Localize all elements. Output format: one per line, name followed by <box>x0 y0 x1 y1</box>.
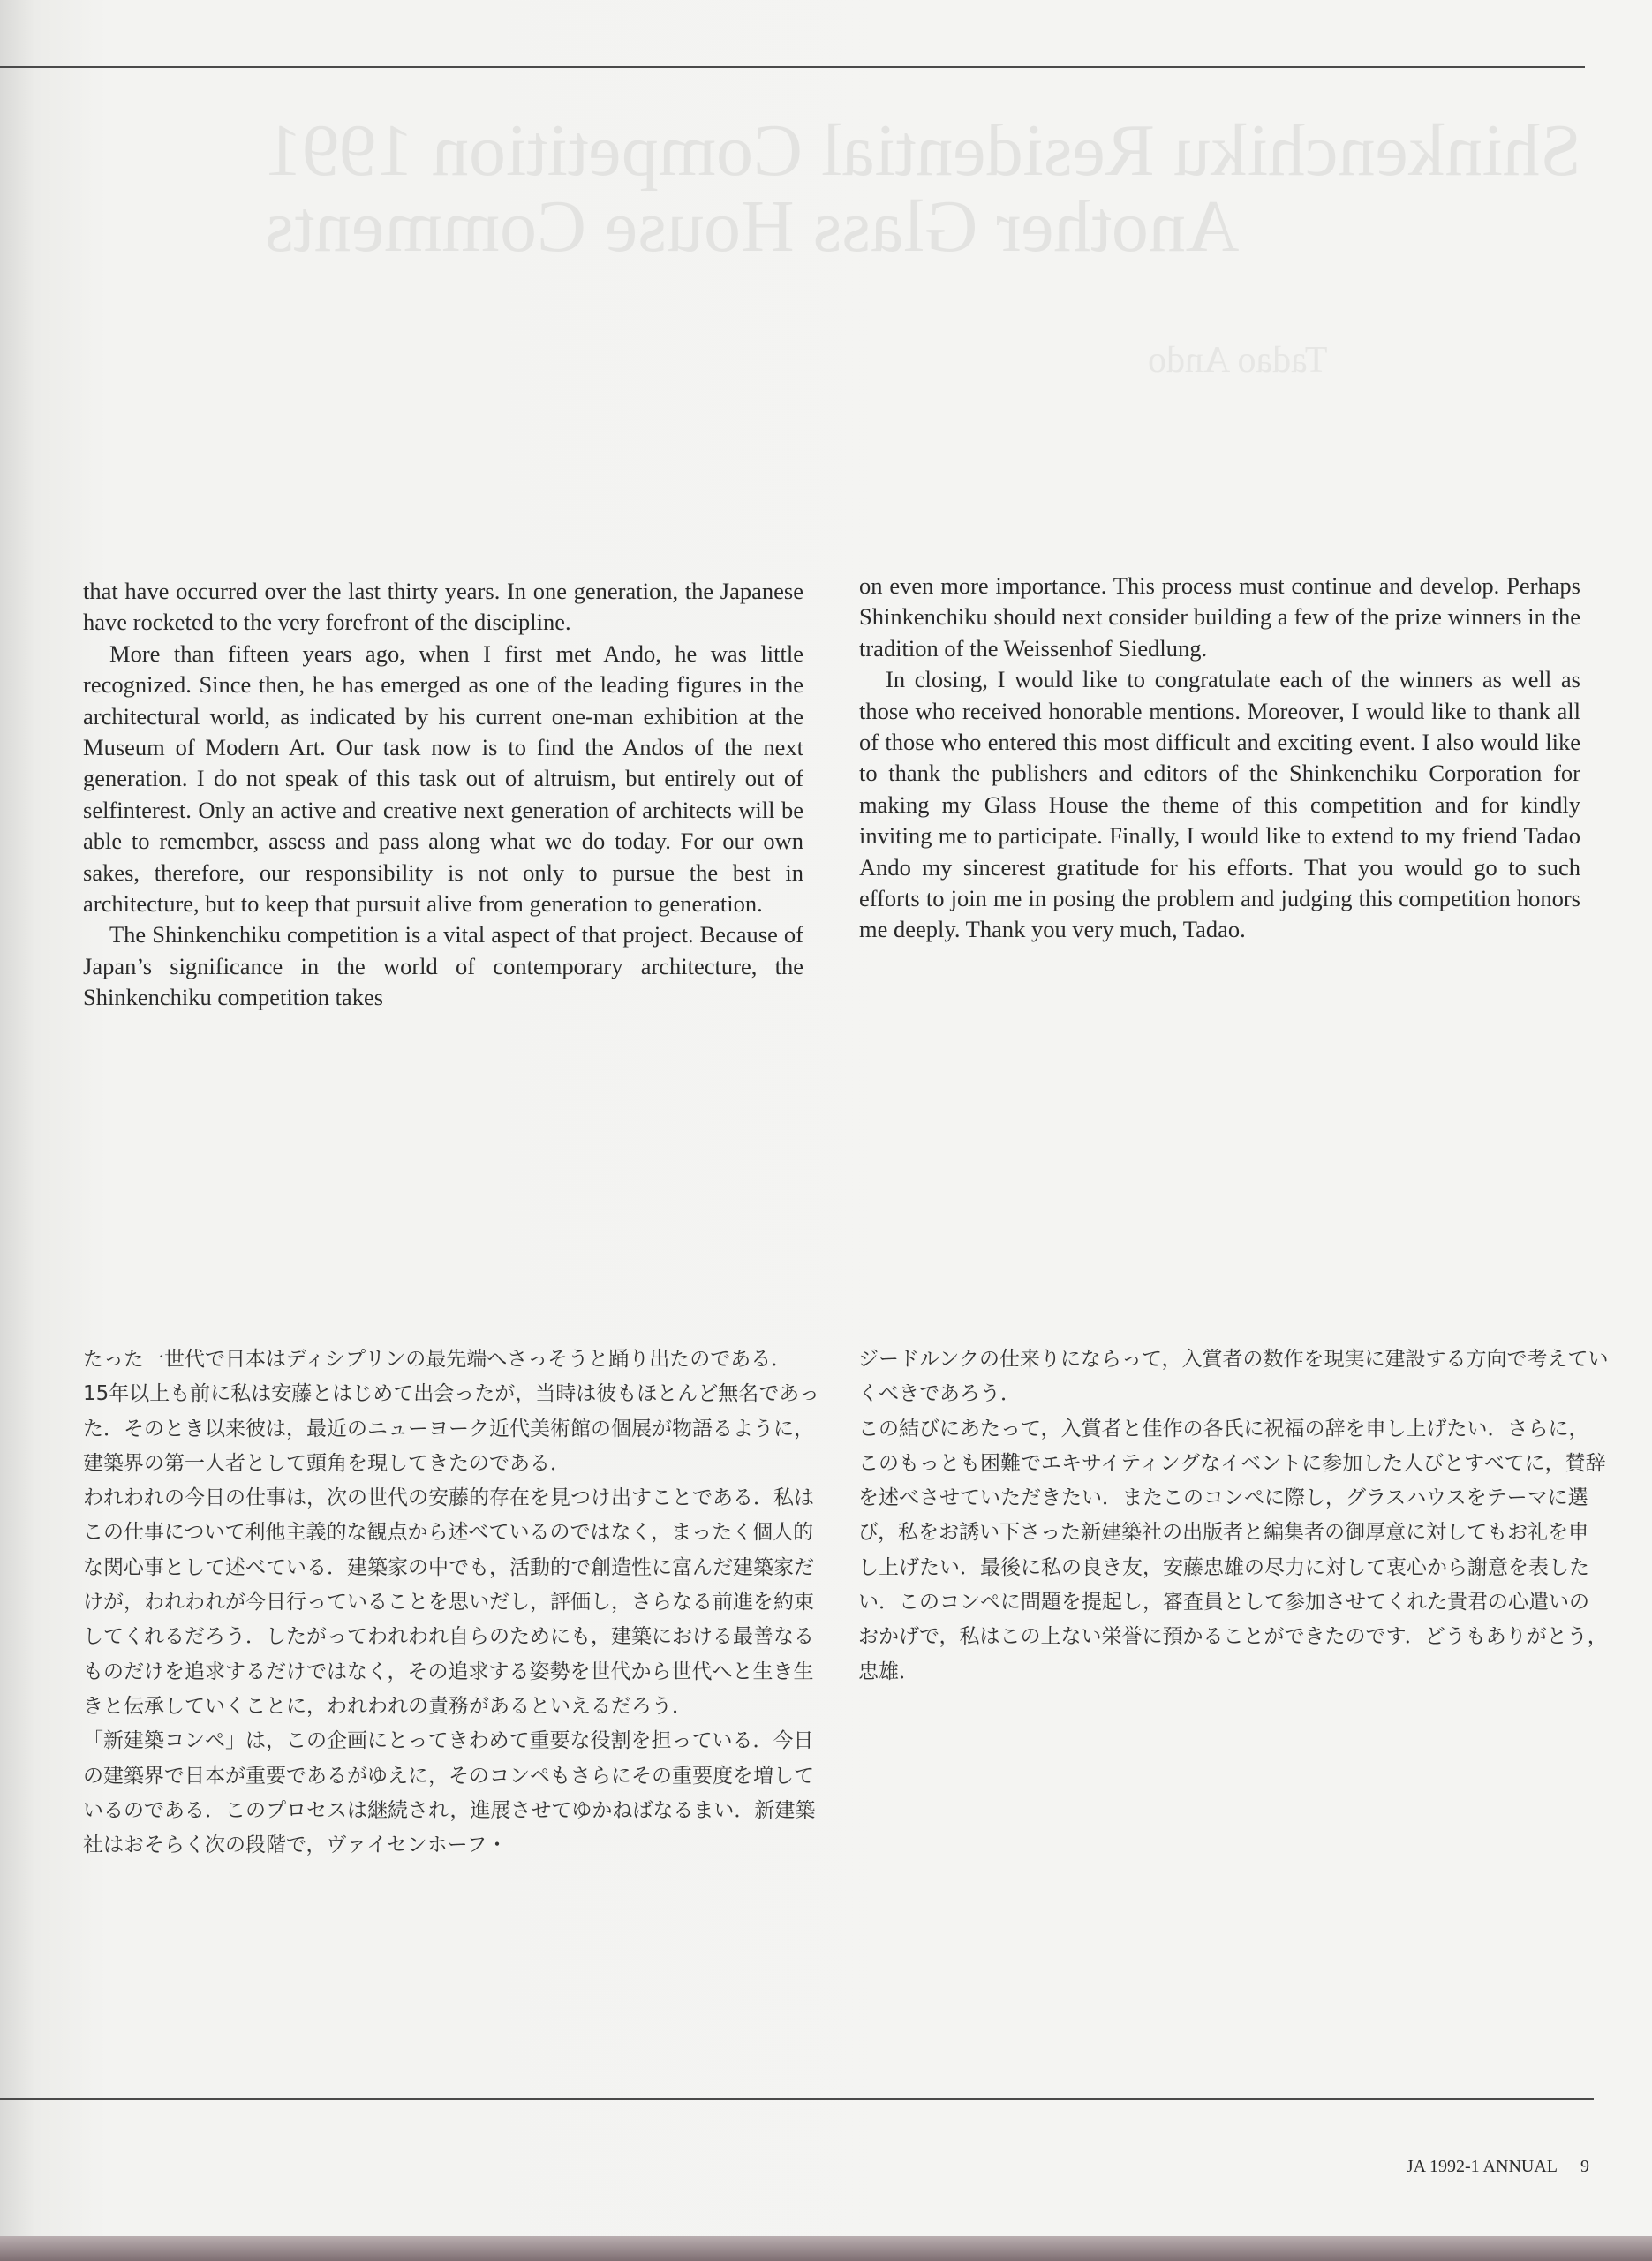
paragraph: In closing, I would like to congratulate each of the winners as well as those who received honorable mentions. Moreover, I would like to thank all of those who entered this most difficult and exciting event. I also would like to thank the publishers and editors of the Shinkenchiku Corporation for making my Glass House the theme of this competition and for kindly inviting me to participate. Finally, I would like to extend to my friend Tadao Ando my sincerest gratitude for his efforts. That you would go to such efforts to join me in posing the problem and judging this competition honors me deeply. Thank you very much, Tadao. <box>859 666 1580 943</box>
top-rule <box>0 66 1585 68</box>
paragraph: われわれの今日の仕事は，次の世代の安藤的存在を見つけ出すことである．私はこの仕事について利他主義的な観点から述べているのではなく，まったく個人的な関心事として述べている．建築家の中でも，活動的で創造性に富んだ建築家だけが，われわれが今日行っていることを思いだし，評価し，さらなる前進を約束してくれるだろう．したがってわれわれ自らのためにも，建築における最善なるものだけを追求するだけではなく，その追求する姿勢を世代から世代へと生き生きと伝承していくことに，われわれの責務があるといえるだろう． <box>83 1486 814 1718</box>
bleed-through-author: Tadao Ando <box>1148 340 1328 381</box>
page-number: 9 <box>1580 2157 1589 2176</box>
japanese-column-right <box>858 1342 1609 1690</box>
english-column-left <box>83 576 803 1014</box>
paragraph: More than fifteen years ago, when I first met Ando, he was little recognized. Since then, he has emerged as one of the leading figures in the architectural world, as indicated by his current one-man exhibition at the Museum of Modern Art. Our task now is to find the Andos of the next generation. I do not speak of this task out of altruism, but entirely out of selfinterest. Only an active and creative next generation of architects will be able to remember, assess and pass along what we do today. For our own sakes, therefore, our responsibility is not only to pursue the best in architecture, but to keep that pursuit alive from generation to generation. <box>83 639 803 918</box>
publication-label: JA 1992-1 ANNUAL <box>1406 2157 1558 2176</box>
page-footer <box>1324 2157 1589 2177</box>
paragraph: 15年以上も前に私は安藤とはじめて出会ったが，当時は彼もほとんど無名であった．そのとき以来彼は，最近のニューヨーク近代美術館の個展が物語るように，建築界の第一人者として頭角を現してきたのである． <box>83 1382 820 1475</box>
paragraph: The Shinkenchiku competition is a vital aspect of that project. Because of Japan’s significance in the world of contemporary architecture, the Shinkenchiku competition takes <box>83 921 803 1011</box>
paragraph: ジードルンクの仕来りにならって，入賞者の数作を現実に建設する方向で考えていくべきであろう． <box>858 1348 1609 1406</box>
page-bottom-edge <box>0 2236 1652 2261</box>
english-column-right <box>859 571 1580 946</box>
paragraph: たった一世代で日本はディシプリンの最先端へさっそうと踊り出たのである． <box>83 1348 792 1371</box>
paragraph: この結びにあたって，入賞者と佳作の各氏に祝福の辞を申し上げたい．さらに，このもっとも困難でエキサイティングなイベントに参加した人びとすべてに，賛辞を述べさせていただきたい．またこのコンペに際し，グラスハウスをテーマに選び，私をお誘い下さった新建築社の出版者と編集者の御厚意に対してもお礼を申し上げたい．最後に私の良き友，安藤忠雄の尽力に対して衷心から謝意を表したい．このコンペに問題を提起し，審査員として参加させてくれた貴君の心遣いのおかげで，私はこの上ない栄誉に預かることができたのです．どうもありがとう，忠雄． <box>858 1417 1608 1683</box>
paragraph: that have occurred over the last thirty years. In one generation, the Japanese have rocketed to the very forefront of the discipline. <box>83 578 803 636</box>
bottom-rule <box>0 2098 1594 2100</box>
japanese-column-left <box>83 1342 825 1863</box>
paragraph: 「新建築コンペ」は，この企画にとってきわめて重要な役割を担っている．今日の建築界で日本が重要であるがゆえに，そのコンペもさらにその重要度を増しているのである．このプロセスは継続され，進展させてゆかねばなるまい．新建築社はおそらく次の段階で，ヴァイセンホーフ・ <box>83 1729 816 1857</box>
paragraph: on even more importance. This process must continue and develop. Perhaps Shinkenchiku should next consider building a few of the prize winners in the tradition of the Weissenhof Siedlung. <box>859 572 1580 662</box>
bleed-through-title: Shinkenchiku Residential Competition 1991 Another Glass House Comments <box>265 110 1581 268</box>
